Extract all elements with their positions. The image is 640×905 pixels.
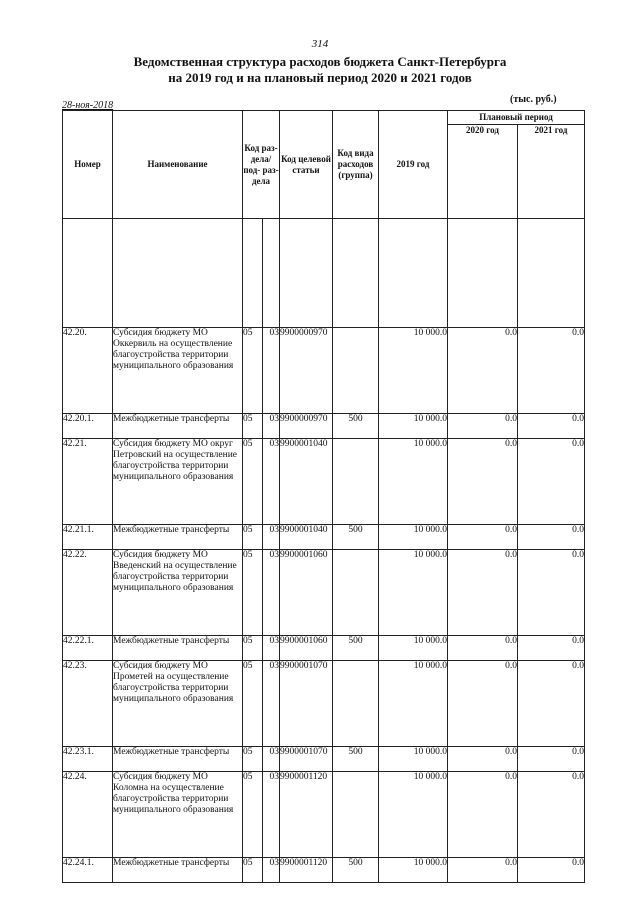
row-value-2021: 0.0 <box>518 328 585 414</box>
row-target-code: 9900001070 <box>280 661 333 747</box>
table-body <box>63 219 585 883</box>
row-value-2020: 0.0 <box>448 636 518 661</box>
table-row <box>63 747 585 772</box>
row-expense-type: 500 <box>333 636 379 661</box>
row-value-2020: 0.0 <box>448 550 518 636</box>
row-subsection: 03 <box>263 747 280 772</box>
table-row <box>63 439 585 525</box>
row-section: 05 <box>243 636 263 661</box>
row-name: Субсидия бюджету МО Оккервиль на осуществление благоустройства территории муниципального образования <box>113 328 243 414</box>
header-expense-type: Код вида расходов (группа) <box>333 111 379 219</box>
row-number: 42.24. <box>63 772 113 858</box>
row-expense-type <box>333 661 379 747</box>
row-number: 42.23.1. <box>63 747 113 772</box>
row-section: 05 <box>243 858 263 883</box>
row-name: Субсидия бюджету МО Прометей на осуществление благоустройства территории муниципального образования <box>113 661 243 747</box>
row-name: Межбюджетные трансферты <box>113 747 243 772</box>
row-value-2019: 10 000.0 <box>379 550 448 636</box>
row-value-2019: 10 000.0 <box>379 858 448 883</box>
header-row-1 <box>63 111 585 125</box>
table-row <box>63 858 585 883</box>
row-section: 05 <box>243 525 263 550</box>
row-expense-type: 500 <box>333 414 379 439</box>
row-value-2021: 0.0 <box>518 525 585 550</box>
row-section: 05 <box>243 661 263 747</box>
row-value-2019: 10 000.0 <box>379 439 448 525</box>
table-row <box>63 414 585 439</box>
row-target-code: 9900001070 <box>280 747 333 772</box>
row-value-2019: 10 000.0 <box>379 636 448 661</box>
header-name: Наименование <box>113 111 243 219</box>
row-expense-type: 500 <box>333 858 379 883</box>
table-row <box>63 772 585 858</box>
row-number: 42.22. <box>63 550 113 636</box>
row-expense-type <box>333 328 379 414</box>
row-name: Межбюджетные трансферты <box>113 636 243 661</box>
row-value-2020: 0.0 <box>448 772 518 858</box>
row-name: Субсидия бюджету МО Введенский на осуществление благоустройства территории муниципального образования <box>113 550 243 636</box>
row-subsection: 03 <box>263 525 280 550</box>
row-number: 42.20. <box>63 328 113 414</box>
row-number: 42.22.1. <box>63 636 113 661</box>
row-name: Межбюджетные трансферты <box>113 525 243 550</box>
row-value-2021: 0.0 <box>518 747 585 772</box>
row-section: 05 <box>243 772 263 858</box>
spacer-row <box>63 219 585 328</box>
row-value-2020: 0.0 <box>448 328 518 414</box>
row-section: 05 <box>243 747 263 772</box>
table-row <box>63 525 585 550</box>
row-number: 42.24.1. <box>63 858 113 883</box>
row-target-code: 9900001120 <box>280 772 333 858</box>
row-value-2020: 0.0 <box>448 525 518 550</box>
row-target-code: 9900001060 <box>280 550 333 636</box>
row-value-2021: 0.0 <box>518 439 585 525</box>
header-target: Код целевой статьи <box>280 111 333 219</box>
row-subsection: 03 <box>263 550 280 636</box>
row-section: 05 <box>243 328 263 414</box>
row-value-2019: 10 000.0 <box>379 747 448 772</box>
row-value-2021: 0.0 <box>518 772 585 858</box>
row-number: 42.23. <box>63 661 113 747</box>
title-line-1: Ведомственная структура расходов бюджета Санкт-Петербурга <box>133 54 507 69</box>
row-number: 42.20.1. <box>63 414 113 439</box>
page-number: 314 <box>311 38 329 50</box>
row-value-2020: 0.0 <box>448 858 518 883</box>
row-number: 42.21. <box>63 439 113 525</box>
row-value-2021: 0.0 <box>518 858 585 883</box>
header-planned-period: Плановый период <box>448 111 585 125</box>
document-date: 28-ноя-2018 <box>62 100 114 111</box>
row-subsection: 03 <box>263 858 280 883</box>
units-label: (тыс. руб.) <box>510 94 557 105</box>
row-target-code: 9900001040 <box>280 525 333 550</box>
header-2020: 2020 год <box>448 125 518 219</box>
table-row <box>63 661 585 747</box>
header-2019: 2019 год <box>379 111 448 219</box>
row-section: 05 <box>243 414 263 439</box>
row-name: Субсидия бюджету МО округ Петровский на осуществление благоустройства территории муниципального образования <box>113 439 243 525</box>
row-name: Субсидия бюджету МО Коломна на осуществление благоустройства территории муниципального образования <box>113 772 243 858</box>
row-subsection: 03 <box>263 328 280 414</box>
row-name: Межбюджетные трансферты <box>113 858 243 883</box>
row-value-2019: 10 000.0 <box>379 328 448 414</box>
table-row <box>63 550 585 636</box>
row-value-2019: 10 000.0 <box>379 525 448 550</box>
row-value-2020: 0.0 <box>448 439 518 525</box>
row-value-2019: 10 000.0 <box>379 414 448 439</box>
header-number: Номер <box>63 111 113 219</box>
title-line-2: на 2019 год и на плановый период 2020 и 2021 годов <box>168 70 472 85</box>
row-value-2021: 0.0 <box>518 661 585 747</box>
row-value-2021: 0.0 <box>518 550 585 636</box>
row-target-code: 9900001040 <box>280 439 333 525</box>
row-target-code: 9900000970 <box>280 328 333 414</box>
row-target-code: 9900001060 <box>280 636 333 661</box>
row-value-2021: 0.0 <box>518 636 585 661</box>
row-name: Межбюджетные трансферты <box>113 414 243 439</box>
row-section: 05 <box>243 439 263 525</box>
row-value-2020: 0.0 <box>448 747 518 772</box>
row-target-code: 9900000970 <box>280 414 333 439</box>
row-subsection: 03 <box>263 636 280 661</box>
row-section: 05 <box>243 550 263 636</box>
row-subsection: 03 <box>263 439 280 525</box>
row-subsection: 03 <box>263 414 280 439</box>
row-expense-type <box>333 439 379 525</box>
row-expense-type <box>333 550 379 636</box>
row-value-2019: 10 000.0 <box>379 661 448 747</box>
row-expense-type <box>333 772 379 858</box>
header-section: Код раз- дела/ под- раз- дела <box>243 111 280 219</box>
row-value-2020: 0.0 <box>448 661 518 747</box>
row-number: 42.21.1. <box>63 525 113 550</box>
row-value-2020: 0.0 <box>448 414 518 439</box>
row-expense-type: 500 <box>333 747 379 772</box>
row-subsection: 03 <box>263 772 280 858</box>
document-title <box>0 54 640 86</box>
header-2021: 2021 год <box>518 125 585 219</box>
row-expense-type: 500 <box>333 525 379 550</box>
table-row <box>63 328 585 414</box>
row-value-2019: 10 000.0 <box>379 772 448 858</box>
row-target-code: 9900001120 <box>280 858 333 883</box>
budget-table <box>62 110 585 883</box>
row-subsection: 03 <box>263 661 280 747</box>
table-row <box>63 636 585 661</box>
row-value-2021: 0.0 <box>518 414 585 439</box>
